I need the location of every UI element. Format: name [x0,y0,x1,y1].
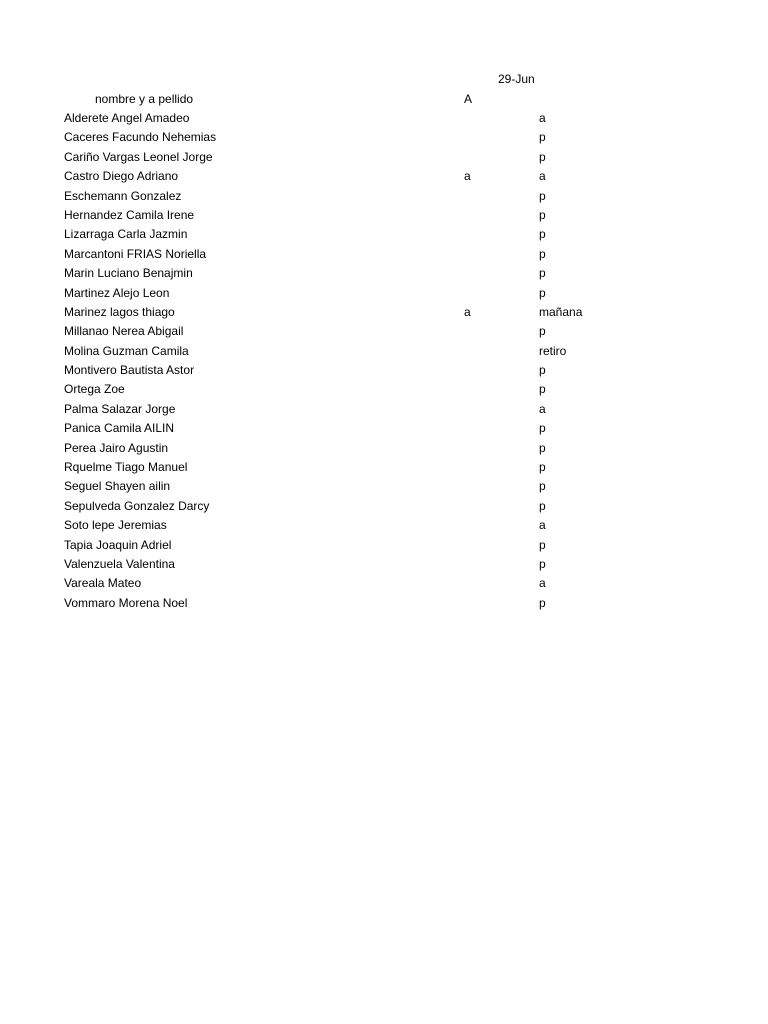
student-name: Alderete Angel Amadeo [64,111,190,125]
student-name: Ortega Zoe [64,382,125,397]
table-row [0,344,768,363]
student-name: Vommaro Morena Noel [64,595,188,610]
attendance-cell: p [539,440,546,455]
student-name: Lizarraga Carla Jazmin [64,227,188,242]
student-name: Millanao Nerea Abigail [64,324,184,339]
table-row [0,363,768,382]
student-name: Vareala Mateo [64,576,142,591]
table-row [0,130,768,149]
table-row [0,460,768,479]
table-row [0,111,768,130]
attendance-cell: p [539,382,546,397]
attendance-cell: a [539,401,546,416]
student-name: Valenzuela Valentina [64,556,175,571]
table-row [0,286,768,305]
student-name: Palma Salazar Jorge [64,401,176,416]
attendance-cell: retiro [539,343,567,358]
student-name: Castro Diego Adriano [64,169,179,184]
student-name: Montivero Bautista Astor [64,363,195,378]
student-name: Soto lepe Jeremias [64,518,167,533]
student-name: Caceres Facundo Nehemias [64,130,217,145]
table-row [0,266,768,285]
attendance-cell: p [539,207,546,222]
table-row [0,421,768,440]
date-header: 29-Jun [498,72,535,86]
attendance-cell: p [539,266,546,281]
table-row [0,208,768,227]
student-name: Molina Guzman Camila [64,343,189,358]
table-row [0,402,768,421]
attendance-cell: p [539,324,546,339]
table-row [0,596,768,615]
attendance-cell: p [539,188,546,203]
table-row [0,189,768,208]
table-row [0,499,768,518]
student-name: Panica Camila AILIN [64,421,175,436]
name-column-header: nombre y a pellido [95,92,194,106]
student-name: Marin Luciano Benajmin [64,266,193,281]
table-row [0,227,768,246]
table-row [0,324,768,343]
student-name: Marcantoni FRIAS Noriella [64,246,207,261]
student-name: Cariño Vargas Leonel Jorge [64,149,213,164]
attendance-cell: p [539,421,546,436]
table-row [0,576,768,595]
student-name: Eschemann Gonzalez [64,188,182,203]
attendance-cell: p [539,460,546,475]
table-row [0,247,768,266]
a-cell: a [464,169,471,184]
attendance-cell: p [539,556,546,571]
attendance-cell: mañana [539,304,583,319]
attendance-cell: a [539,111,546,125]
student-name: Tapia Joaquin Adriel [64,537,172,552]
student-name: Perea Jairo Agustin [64,440,169,455]
attendance-cell: p [539,130,546,145]
student-name: Sepulveda Gonzalez Darcy [64,498,210,513]
student-name: Marinez lagos thiago [64,304,175,319]
attendance-cell: a [539,518,546,533]
table-row [0,169,768,188]
attendance-cell: a [539,576,546,591]
attendance-cell: p [539,595,546,610]
attendance-cell: p [539,479,546,494]
table-row [0,538,768,557]
column-header-row [0,92,768,111]
student-name: Hernandez Camila Irene [64,207,195,222]
table-row [0,382,768,401]
table-row [0,557,768,576]
attendance-cell: p [539,246,546,261]
attendance-cell: p [539,363,546,378]
a-cell: a [464,304,471,319]
attendance-cell: p [539,498,546,513]
table-row [0,518,768,537]
attendance-cell: a [539,169,546,184]
student-name: Rquelme Tiago Manuel [64,460,188,475]
student-name: Seguel Shayen ailin [64,479,171,494]
attendance-cell: p [539,227,546,242]
attendance-cell: p [539,285,546,300]
student-list [0,111,768,615]
table-row [0,441,768,460]
table-row [0,479,768,498]
attendance-cell: p [539,537,546,552]
student-name: Martinez Alejo Leon [64,285,170,300]
table-row [0,305,768,324]
a-column-header: A [464,92,473,106]
attendance-cell: p [539,149,546,164]
table-row [0,150,768,169]
